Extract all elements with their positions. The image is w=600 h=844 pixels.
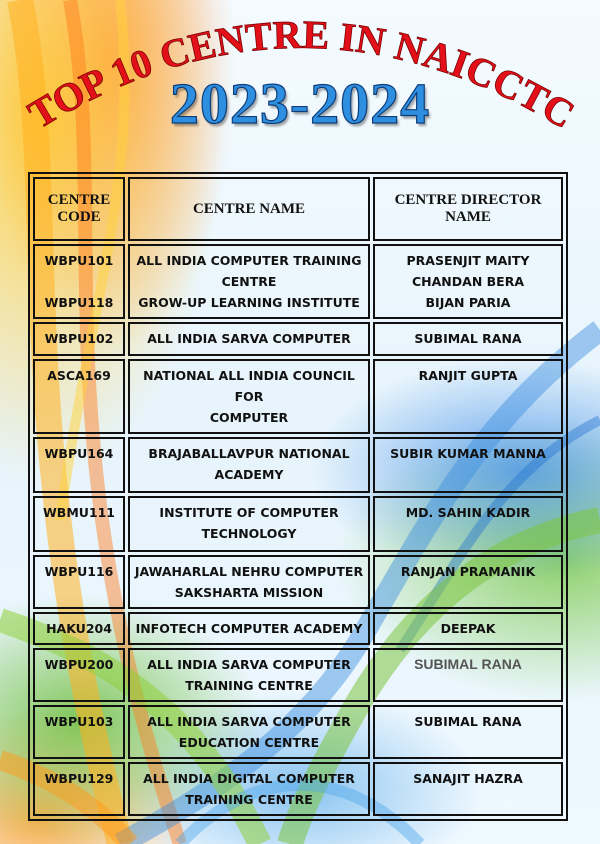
centre-name: GROW-UP LEARNING INSTITUTE xyxy=(138,295,360,310)
director-name: SUBIMAL RANA xyxy=(373,322,563,356)
director-name: BIJAN PARIA xyxy=(425,295,511,310)
centre-name: TRAINING CENTRE xyxy=(185,678,313,693)
centre-name: BRAJABALLAVPUR NATIONAL xyxy=(148,446,350,461)
centre-code: WBPU103 xyxy=(33,705,125,759)
centre-code: WBPU118 xyxy=(44,295,114,310)
table-row xyxy=(33,555,563,609)
centre-name: EDUCATION CENTRE xyxy=(178,735,320,750)
centre-code: WBPU129 xyxy=(33,762,125,816)
director-name: SANAJIT HAZRA xyxy=(373,762,563,816)
director-name: RANJIT GUPTA xyxy=(373,359,563,434)
centre-name-cell xyxy=(128,762,370,816)
centre-code: HAKU204 xyxy=(33,612,125,645)
centre-name: NATIONAL ALL INDIA COUNCIL FOR xyxy=(143,368,355,404)
header-director-line1: CENTRE DIRECTOR xyxy=(394,192,542,208)
centre-code: WBPU200 xyxy=(33,648,125,702)
centre-name-cell xyxy=(128,359,370,434)
centre-name: ALL INDIA DIGITAL COMPUTER xyxy=(143,771,355,786)
table-row xyxy=(33,612,563,645)
centre-name: JAWAHARLAL NEHRU COMPUTER xyxy=(134,564,364,579)
director-name: CHANDAN BERA xyxy=(412,274,524,289)
table-row xyxy=(33,437,563,493)
director-name: SUBIMAL RANA xyxy=(373,648,563,702)
year-heading: 2023-2024 xyxy=(169,71,431,136)
director-name: RANJAN PRAMANIK xyxy=(373,555,563,609)
centre-code: WBMU111 xyxy=(33,496,125,552)
centre-name: ALL INDIA SARVA COMPUTER xyxy=(128,322,370,356)
centre-name: CENTRE xyxy=(221,274,277,289)
page-title-text: TOP 10 CENTRE IN NAICCTC xyxy=(20,11,583,138)
centre-name-cell xyxy=(128,555,370,609)
centre-name: ALL INDIA SARVA COMPUTER xyxy=(147,657,351,672)
table-row xyxy=(33,322,563,356)
header-director-line2: NAME xyxy=(445,209,491,225)
centre-name: TECHNOLOGY xyxy=(201,526,297,541)
table-row xyxy=(33,359,563,434)
centre-code: WBPU164 xyxy=(33,437,125,493)
table-row xyxy=(33,648,563,702)
header-director-name xyxy=(373,177,563,241)
table-row xyxy=(33,244,563,319)
centre-code-cell xyxy=(33,244,125,319)
centre-code: ASCA169 xyxy=(33,359,125,434)
centre-name: ALL INDIA SARVA COMPUTER xyxy=(147,714,351,729)
table-row xyxy=(33,705,563,759)
table-header-row xyxy=(33,177,563,241)
header-code-line1: CENTRE xyxy=(47,192,111,208)
director-name: PRASENJIT MAITY xyxy=(406,253,530,268)
centre-name-cell xyxy=(128,437,370,493)
director-name: DEEPAK xyxy=(373,612,563,645)
header-centre-name: CENTRE NAME xyxy=(128,177,370,241)
centre-code: WBPU101 xyxy=(44,253,114,268)
centre-name-cell xyxy=(128,496,370,552)
centre-name: ALL INDIA COMPUTER TRAINING xyxy=(136,253,362,268)
director-name: SUBIR KUMAR MANNA xyxy=(373,437,563,493)
centre-name-cell xyxy=(128,648,370,702)
centre-name: INSTITUTE OF COMPUTER xyxy=(159,505,339,520)
centre-code: WBPU102 xyxy=(33,322,125,356)
centre-code: WBPU116 xyxy=(33,555,125,609)
centre-name-cell xyxy=(128,705,370,759)
header-code-line2: CODE xyxy=(57,209,101,225)
table-row xyxy=(33,496,563,552)
centre-table xyxy=(28,172,568,821)
centre-name-cell xyxy=(128,244,370,319)
centre-name: SAKSHARTA MISSION xyxy=(174,585,324,600)
director-name-cell xyxy=(373,244,563,319)
table-row xyxy=(33,762,563,816)
director-name: MD. SAHIN KADIR xyxy=(373,496,563,552)
centre-name: ACADEMY xyxy=(214,467,284,482)
header-centre-code xyxy=(33,177,125,241)
centre-name: COMPUTER xyxy=(209,410,289,425)
centre-name: INFOTECH COMPUTER ACADEMY xyxy=(128,612,370,645)
centre-name: TRAINING CENTRE xyxy=(185,792,313,807)
director-name: SUBIMAL RANA xyxy=(373,705,563,759)
centre-code-gap xyxy=(39,271,119,292)
